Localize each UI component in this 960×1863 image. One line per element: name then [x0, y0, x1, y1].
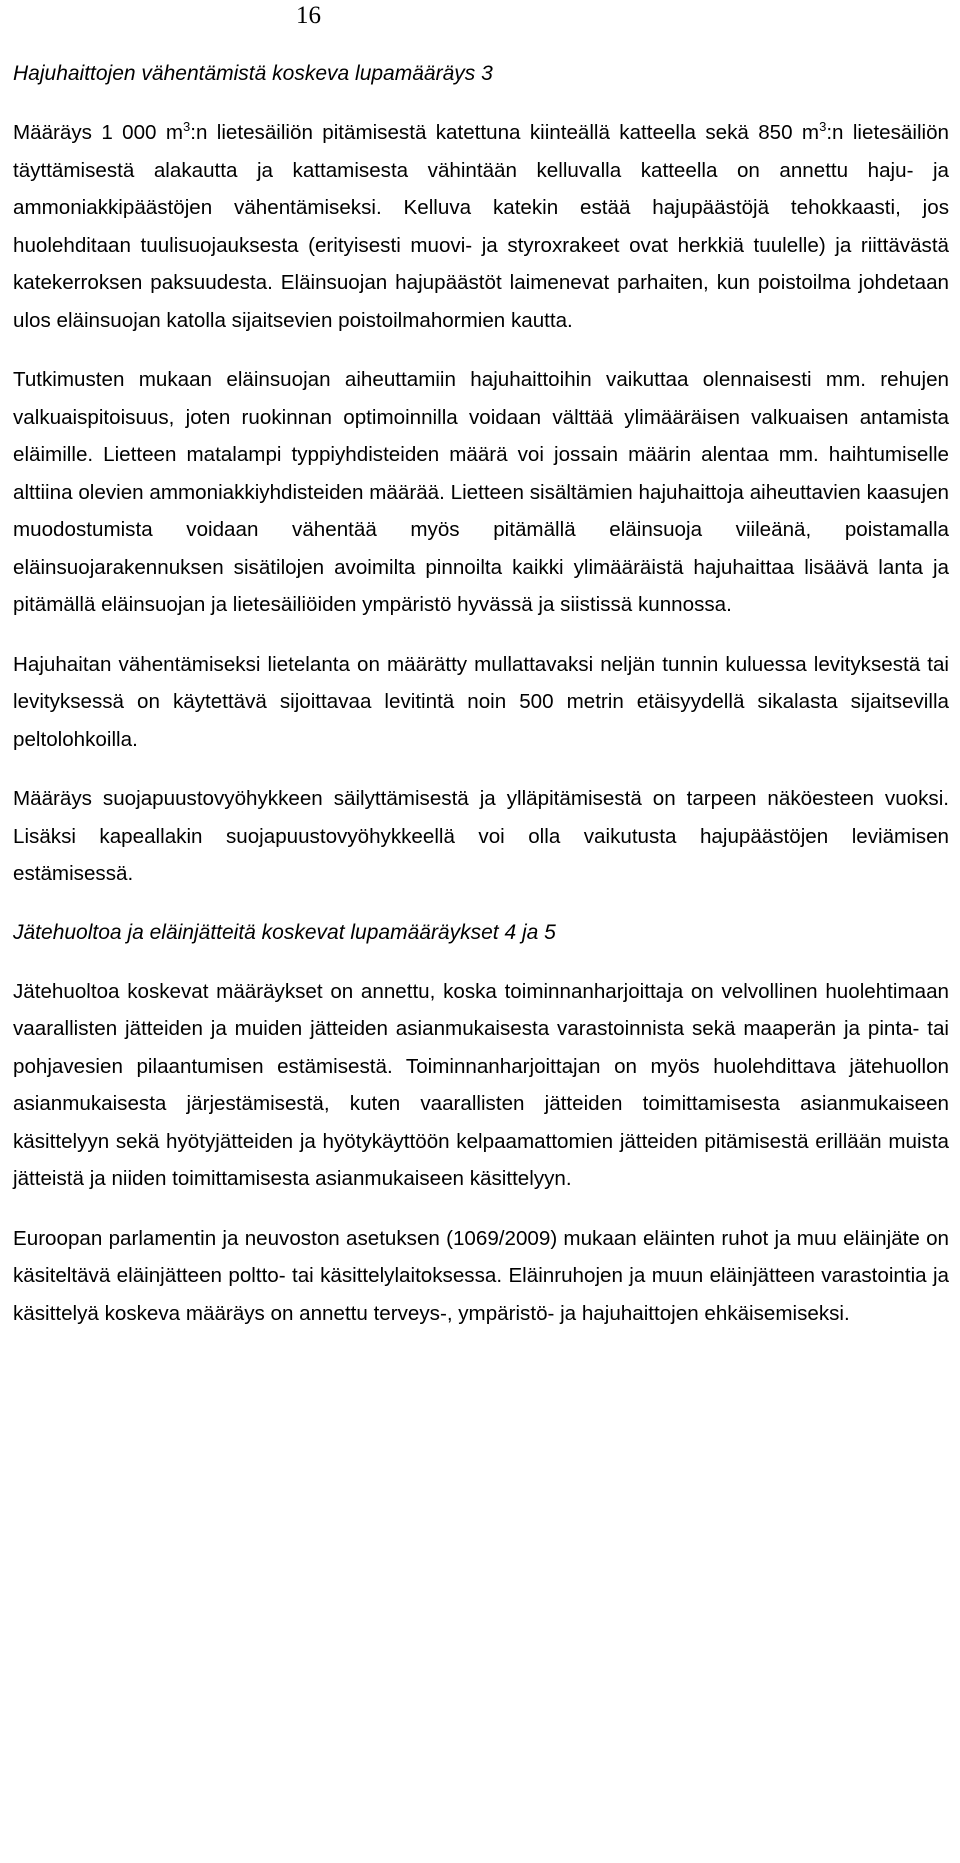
- paragraph-odour-spreading: Hajuhaitan vähentämiseksi lietelanta on määrätty mullattavaksi neljän tunnin kuluessa levityksestä tai levityksessä on käytettävä sijoittavaa levitintä noin 500 metrin etäisyydellä sikalasta sijaitsevilla peltolohkoilla.: [13, 652, 949, 751]
- document-body: [13, 56, 949, 1354]
- paragraph-waste-management: Jätehuoltoa koskevat määräykset on annettu, koska toiminnanharjoittaja on velvollinen huolehtimaan vaarallisten jätteiden ja muiden jätteiden asianmukaisesta varastoinnista sekä maaperän ja pinta- tai pohjavesien pilaantumisen estämisestä. Toiminnanharjoittajan on myös huolehdittava jätehuollon asianmukaisesta järjestämisestä, kuten vaarallisten jätteiden toimittamisesta asianmukaiseen käsittelyyn sekä hyötyjätteiden ja hyötykäyttöön kelpaamattomien jätteiden pitämisestä erillään muista jätteistä ja niiden toimittamisesta asianmukaiseen käsittelyyn.: [13, 979, 949, 1190]
- paragraph-odour-treebelt: Määräys suojapuustovyöhykkeen säilyttämisestä ja ylläpitämisestä on tarpeen näköesteen vuoksi. Lisäksi kapeallakin suojapuustovyöhykkeellä voi olla vaikutusta hajupäästöjen leviämisen estämisessä.: [13, 787, 949, 885]
- section-heading-waste: Jätehuoltoa ja eläinjätteitä koskevat lupamääräykset 4 ja 5: [13, 920, 556, 944]
- paragraph-odour-cover: Määräys 1 000 $m^3:n$ lietesäiliön pitämisestä katettuna kiinteällä katteella sekä 850 $m^3:n$ lietesäiliön täyttämisestä alakautta ja kattamisesta vähintään kelluvalla katteella on annettu haju- ja ammoniakkipäästöjen vähentämiseksi. Kelluva katekin estää hajupäästöjä tehokkaasti, jos huolehditaan tuulisuojauksesta (erityisesti muovi- ja styroxrakeet ovat herkkiä tuulelle) ja riittävästä katekerroksen paksuudesta. Eläinsuojan hajupäästöt laimenevat parhaiten, kun poistoilma johdetaan ulos eläinsuojan katolla sijaitsevien poistoilmahormien kautta.: [13, 119, 949, 332]
- page-number: 16: [296, 2, 321, 29]
- paragraph-odour-feeding: Tutkimusten mukaan eläinsuojan aiheuttamiin hajuhaittoihin vaikuttaa olennaisesti mm. rehujen valkuaispitoisuus, joten ruokinnan optimoinnilla voidaan välttää ylimääräisen valkuaisen antamista eläimille. Lietteen matalampi typpiyhdisteiden määrä voi jossain määrin alentaa mm. haihtumiselle alttiina olevien ammoniakkiyhdisteiden määrää. Lietteen sisältämien hajuhaittoja aiheuttavien kaasujen muodostumista voidaan vähentää myös pitämällä eläinsuoja viileänä, poistamalla eläinsuojarakennuksen sisätilojen avoimilta pinnoilta kaikki ylimääräistä hajuhaittaa lisäävä lanta ja pitämällä eläinsuojan ja lietesäiliöiden ympäristö hyvässä ja siistissä kunnossa.: [13, 368, 949, 616]
- section-heading-odour: Hajuhaittojen vähentämistä koskeva lupamääräys 3: [13, 62, 493, 85]
- paragraph-animal-waste: Euroopan parlamentin ja neuvoston asetuksen (1069/2009) mukaan eläinten ruhot ja muu eläinjäte on käsiteltävä eläinjätteen poltto- tai käsittelylaitoksessa. Eläinruhojen ja muun eläinjätteen varastointia ja käsittelyä koskeva määräys on annettu terveys-, ympäristö- ja hajuhaittojen ehkäisemiseksi.: [13, 1226, 949, 1325]
